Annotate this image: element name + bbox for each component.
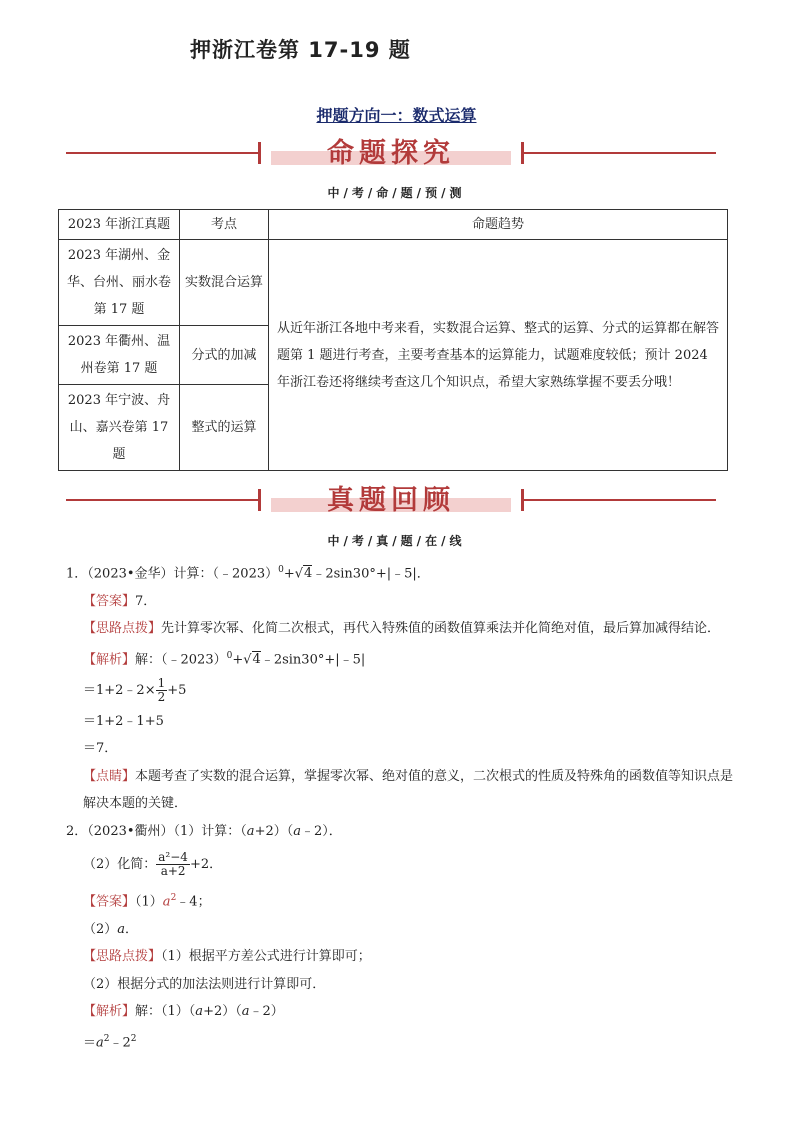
- q1-analysis-exponent: 0: [226, 650, 233, 661]
- q1-step2-suffix: +5: [167, 682, 187, 698]
- q1-analysis-prefix: 解：（﹣2023）: [135, 652, 227, 668]
- fraction-denominator: a+2: [160, 864, 186, 879]
- hint-tag: 【思路点拨】: [83, 621, 162, 637]
- trend-cell: 从近年浙江各地中考来看，实数混合运算、整式的运算、分式的运算都在解答题第 1 题进行考查，主要考查基本的运算能力，试题难度较低；预计 2024 年浙江卷还将继续考查这几个知识点，希望大家熟练掌握不要丢分哦！: [269, 240, 728, 471]
- q1-step4: ＝7．: [83, 741, 118, 757]
- q1-stem-suffix: ﹣2sin30°+|﹣5|．: [312, 566, 430, 582]
- banner-text: 真题回顾: [327, 485, 455, 516]
- q2-step2-mid: ﹣2: [109, 1035, 131, 1051]
- questions-content: [66, 557, 736, 1057]
- q2-answer1-var: a: [162, 894, 171, 910]
- point-cell: 实数混合运算: [180, 240, 269, 326]
- header-point: 考点: [180, 210, 269, 240]
- fraction-numerator: a²−4: [158, 850, 188, 865]
- q2-step2-prefix: ＝: [83, 1035, 97, 1051]
- q1-hint-text: 先计算零次幂、化简二次根式，再代入特殊值的函数值算乘法并化简绝对值，最后算加减得结论．: [161, 621, 721, 637]
- q2-stem-prefix: 2．（2023•衢州）（1）计算：（: [66, 823, 247, 839]
- q1-stem-exponent: 0: [278, 565, 284, 575]
- q1-comment: [66, 763, 736, 818]
- q2-answer1-exponent: 2: [170, 893, 177, 904]
- q2-answer: [66, 885, 736, 916]
- header-exam: 2023 年浙江真题: [59, 210, 180, 240]
- q1-stem-radicand: 4: [304, 566, 313, 582]
- q2-hint1: （1）根据平方差公式进行计算即可；: [161, 949, 371, 965]
- q2-step2-var: a: [96, 1035, 104, 1051]
- q2-stem-suffix: ﹣2）．: [301, 823, 342, 839]
- q2-part2: [66, 845, 736, 885]
- comment-tag: 【点睛】: [83, 768, 136, 784]
- q2-answer1-prefix: （1）: [135, 894, 163, 910]
- fraction: [156, 851, 190, 878]
- q1-comment-text: 本题考查了实数的混合运算，掌握零次幂、绝对值的意义，二次根式的性质及特殊角的函数值等知识点是解决本题的关键．: [83, 768, 734, 812]
- q1-stem-prefix: 1．（2023•金华）计算：（﹣2023）: [66, 566, 279, 582]
- analysis-tag: 【解析】: [83, 652, 136, 668]
- q1-answer-value: 7．: [135, 593, 157, 609]
- q2-hint2: （2）根据分式的加法法则进行计算即可．: [83, 976, 326, 992]
- q1-stem-plus: +: [283, 566, 295, 582]
- q2-answer1-suffix: ﹣4；: [176, 894, 211, 910]
- sqrt-icon: √: [294, 566, 304, 582]
- q2-analysis-var: a: [195, 1004, 204, 1020]
- q2-step2-exponent2: 2: [130, 1033, 137, 1044]
- analysis-tag: 【解析】: [83, 1004, 136, 1020]
- q2-hint: [66, 943, 736, 971]
- banner-text: 命题探究: [327, 138, 455, 169]
- hint-tag: 【思路点拨】: [83, 949, 162, 965]
- q2-step2-exponent: 2: [103, 1033, 110, 1044]
- exam-cell: 2023 年宁波、舟山、嘉兴卷第 17 题: [59, 385, 180, 471]
- q2-stem-var: a: [293, 823, 301, 839]
- section-subtitle-review: 中/考/真/题/在/线: [327, 534, 466, 548]
- answer-tag: 【答案】: [83, 894, 136, 910]
- table-header-row: [59, 210, 728, 240]
- exam-cell: 2023 年衢州、温州卷第 17 题: [59, 326, 180, 385]
- document-title: 押浙江卷第 17-19 题: [190, 38, 411, 62]
- header-trend: 命题趋势: [269, 210, 728, 240]
- q2-part2-prefix: （2）化简：: [83, 857, 157, 873]
- q2-answer2-prefix: （2）: [83, 921, 118, 937]
- table-row: [59, 240, 728, 326]
- q2-analysis-mid: +2）（: [203, 1004, 242, 1020]
- q1-answer: [66, 588, 736, 616]
- fraction-numerator: 1: [157, 675, 166, 690]
- exam-trend-table: [58, 209, 728, 471]
- answer-tag: 【答案】: [83, 593, 136, 609]
- fraction: [156, 677, 168, 704]
- q2-analysis: [66, 998, 736, 1026]
- q1-analysis-radicand: 4: [252, 652, 261, 668]
- q1-stem: [66, 557, 736, 588]
- q2-stem: [66, 818, 736, 846]
- q2-stem-var: a: [246, 823, 255, 839]
- q2-answer2-var: a: [117, 921, 126, 937]
- point-cell: 整式的运算: [180, 385, 269, 471]
- section-banner-review: [66, 478, 716, 524]
- q1-step2: [66, 674, 736, 708]
- q2-stem-mid: +2）（: [254, 823, 294, 839]
- q2-step2: [66, 1026, 736, 1057]
- q1-analysis-plus: +: [232, 652, 244, 668]
- q2-part2-suffix: +2．: [189, 857, 223, 873]
- fraction-denominator: 2: [157, 689, 166, 704]
- q2-analysis-prefix: 解：（1）（: [135, 1004, 196, 1020]
- q1-analysis: [66, 643, 736, 674]
- sqrt-icon: √: [243, 652, 252, 668]
- direction-title: 押题方向一：数式运算: [316, 106, 477, 125]
- q1-hint: [66, 615, 736, 643]
- section-banner-exploration: [66, 131, 716, 177]
- q1-step3: ＝1+2﹣1+5: [83, 713, 164, 729]
- q1-analysis-suffix: ﹣2sin30°+|﹣5|: [260, 652, 366, 668]
- q2-answer2: [66, 916, 736, 944]
- q2-analysis-suffix: ﹣2）: [249, 1004, 284, 1020]
- point-cell: 分式的加减: [180, 326, 269, 385]
- exam-cell: 2023 年湖州、金华、台州、丽水卷第 17 题: [59, 240, 180, 326]
- section-subtitle-prediction: 中/考/命/题/预/测: [327, 186, 466, 200]
- q2-analysis-var: a: [241, 1004, 250, 1020]
- q2-answer2-suffix: ．: [125, 921, 139, 937]
- q1-step2-prefix: ＝1+2﹣2×: [83, 682, 156, 698]
